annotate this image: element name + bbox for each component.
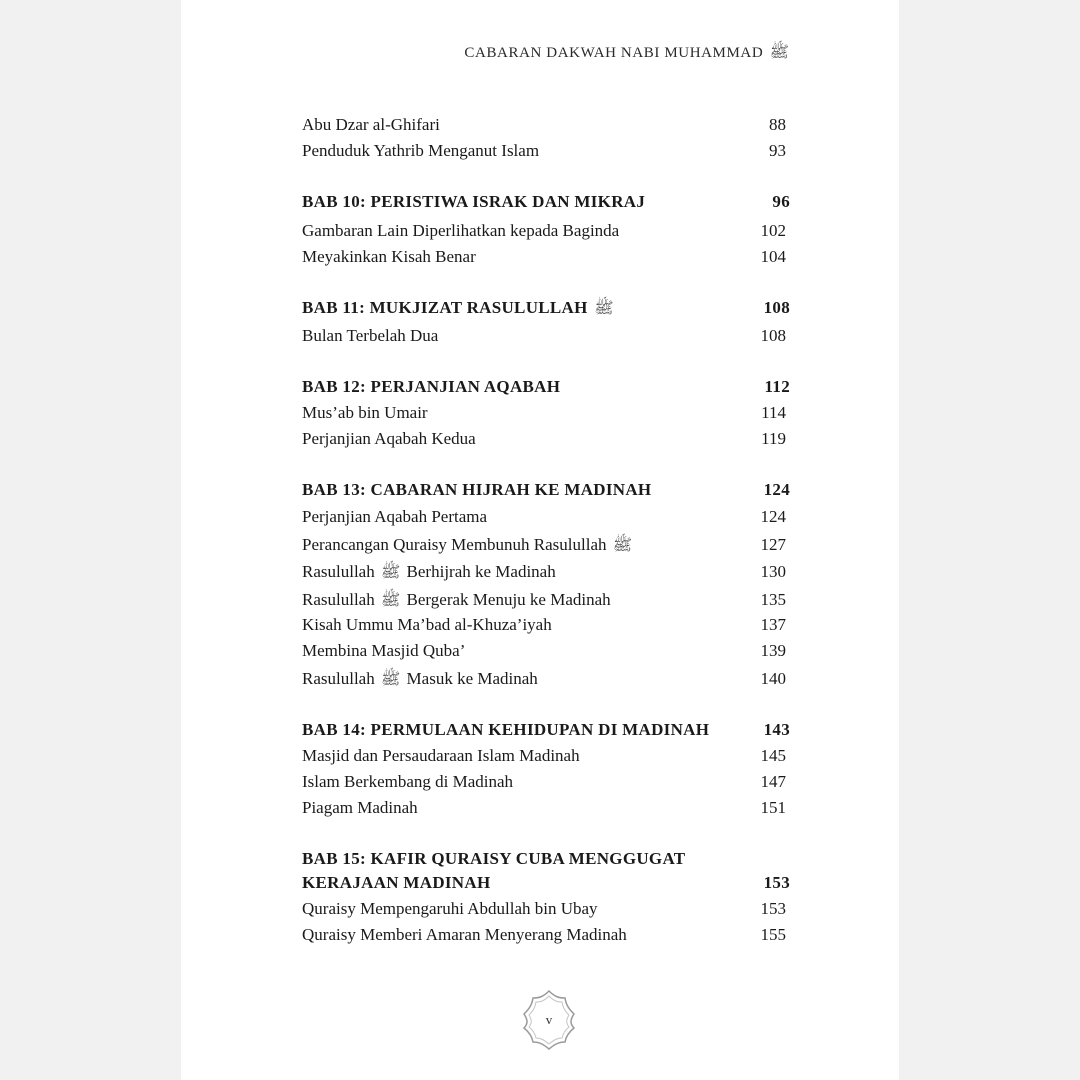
toc-entry-page: 119: [761, 429, 786, 448]
toc-entry-title: [302, 535, 634, 555]
toc-entry-page: 127: [760, 535, 786, 554]
toc-chapter-page: 143: [763, 720, 790, 739]
saw-symbol: ﷺ: [380, 562, 401, 581]
running-head-text: CABARAN DAKWAH NABI MUHAMMAD: [464, 45, 764, 61]
toc-entry-page: 102: [760, 221, 786, 240]
toc-entry-title: Quraisy Mempengaruhi Abdullah bin Ubay: [302, 899, 598, 918]
page-number: v: [545, 1012, 553, 1027]
toc-chapter-title: BAB 10: PERISTIWA ISRAK DAN MIKRAJ: [302, 192, 646, 211]
toc-entry-page: 114: [761, 403, 786, 422]
toc-chapter-page: 112: [764, 377, 790, 396]
toc-entry-page: 130: [760, 562, 786, 581]
saw-symbol: ﷺ: [769, 42, 789, 61]
toc-entry-page: 137: [760, 615, 786, 634]
toc-entry-page: 108: [760, 326, 786, 345]
toc-entry-title: Islam Berkembang di Madinah: [302, 772, 514, 791]
toc-entry-title-text: Perancangan Quraisy Membunuh Rasulullah: [302, 535, 607, 554]
toc-chapter-title: [302, 298, 616, 318]
toc-chapter-page: 96: [772, 192, 790, 211]
book-page: [181, 0, 899, 1080]
toc-entry-title: Abu Dzar al-Ghifari: [302, 115, 440, 134]
toc-entry-page: 151: [760, 798, 786, 817]
toc-entry-title-text: Rasulullah: [302, 590, 375, 609]
toc-entry-title: Meyakinkan Kisah Benar: [302, 247, 476, 266]
toc-entry-title: Penduduk Yathrib Menganut Islam: [302, 141, 540, 160]
toc-chapter-title: BAB 14: PERMULAAN KEHIDUPAN DI MADINAH: [302, 720, 710, 739]
toc-entry-page: 139: [760, 641, 786, 660]
toc-entry-title: Piagam Madinah: [302, 798, 418, 817]
toc-entry-page: 135: [760, 590, 786, 609]
toc-entry-title: Perjanjian Aqabah Kedua: [302, 429, 476, 448]
toc-entry-title: Membina Masjid Quba’: [302, 641, 466, 660]
saw-symbol: ﷺ: [380, 669, 401, 688]
saw-symbol: ﷺ: [380, 590, 401, 609]
page-number-ornament: [519, 988, 579, 1052]
toc-entry-page: 104: [760, 247, 786, 266]
toc-entry-page: 140: [760, 669, 786, 688]
toc-entry-page: 147: [760, 772, 786, 791]
toc-entry-title-text: Rasulullah: [302, 562, 375, 581]
toc-entry-title: Bulan Terbelah Dua: [302, 326, 439, 345]
toc-chapter-title: BAB 13: CABARAN HIJRAH KE MADINAH: [302, 480, 652, 499]
toc-chapter-title: BAB 15: KAFIR QURAISY CUBA MENGGUGAT: [302, 849, 686, 868]
toc-chapter-page: 108: [763, 298, 790, 317]
toc-chapter-title: BAB 12: PERJANJIAN AQABAH: [302, 377, 561, 396]
toc-entry-title-text: Rasulullah: [302, 669, 375, 688]
toc-entry-title: Masjid dan Persaudaraan Islam Madinah: [302, 746, 580, 765]
toc-entry-page: 153: [760, 899, 786, 918]
toc-chapter-page: 124: [763, 480, 790, 499]
toc-entry-page: 155: [760, 925, 786, 944]
saw-symbol: ﷺ: [594, 298, 614, 317]
toc-entry-title: Gambaran Lain Diperlihatkan kepada Baginda: [302, 221, 620, 240]
toc-chapter-title: KERAJAAN MADINAH: [302, 873, 491, 892]
toc-entry-title: Perjanjian Aqabah Pertama: [302, 507, 488, 526]
toc-entry-page: 93: [769, 141, 786, 160]
toc-entry-title: Quraisy Memberi Amaran Menyerang Madinah: [302, 925, 627, 944]
toc-entry-title: Mus’ab bin Umair: [302, 403, 428, 422]
toc-entry-title: Kisah Ummu Ma’bad al-Khuza’iyah: [302, 615, 552, 634]
toc-entry-title: [302, 590, 611, 610]
saw-symbol: ﷺ: [612, 535, 633, 554]
toc-chapter-title-text: BAB 11: MUKJIZAT RASULULLAH: [302, 298, 588, 317]
toc-entry-title-text: Masuk ke Madinah: [406, 669, 538, 688]
toc-entry-page: 145: [760, 746, 786, 765]
toc-chapter-page: 153: [763, 873, 790, 892]
toc-entry-title: [302, 562, 556, 582]
toc-entry-title-text: Bergerak Menuju ke Madinah: [406, 590, 611, 609]
toc-entry-page: 88: [769, 115, 786, 134]
toc-entry-page: 124: [760, 507, 786, 526]
toc-entry-title-text: Berhijrah ke Madinah: [406, 562, 556, 581]
toc-entry-title: [302, 669, 538, 689]
running-head: [464, 42, 791, 65]
